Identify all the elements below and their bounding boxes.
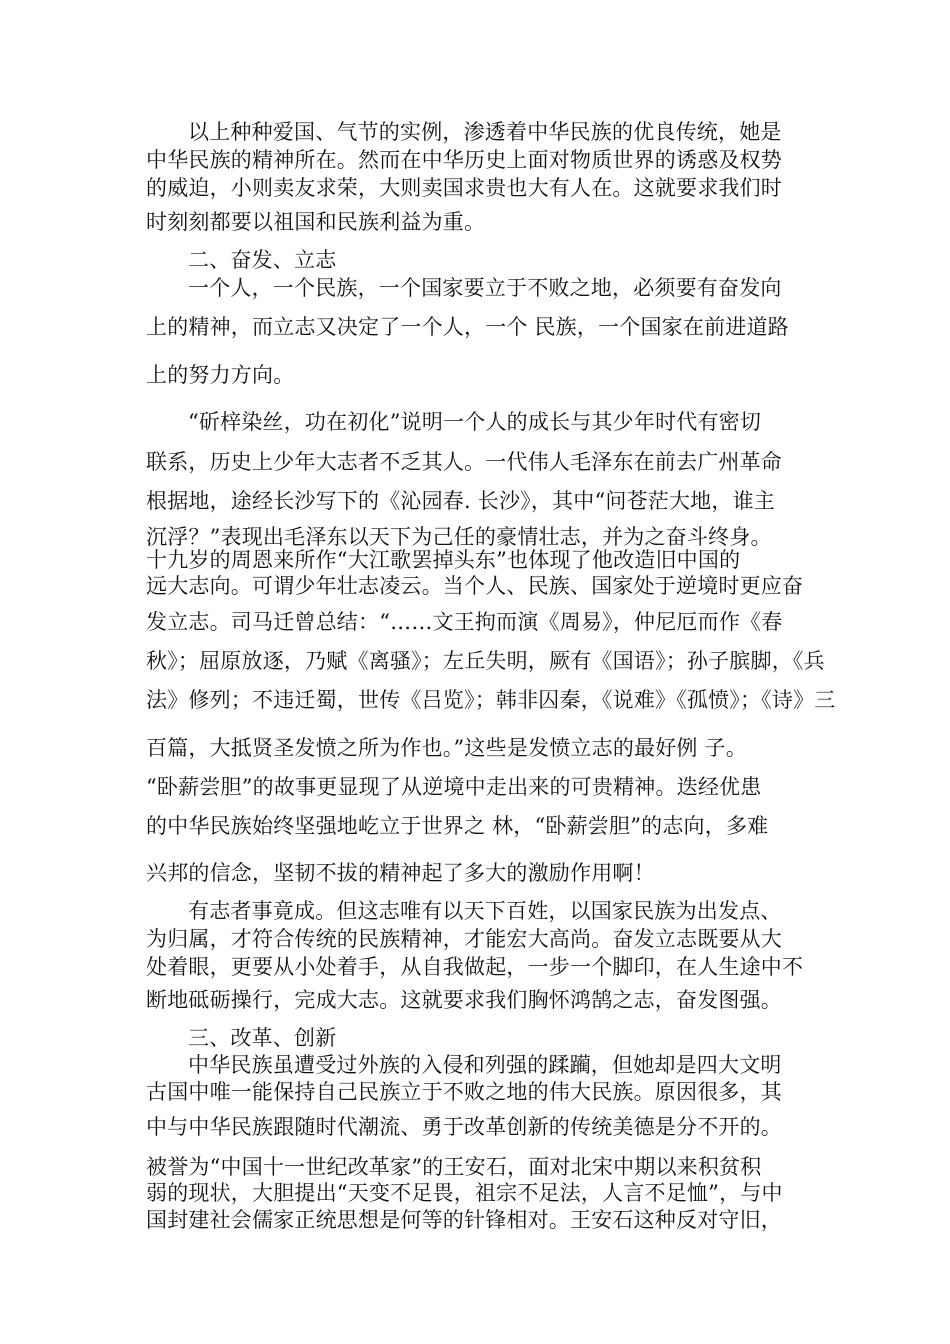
body-text-line: “卧薪尝胆”的故事更显现了从逆境中走出来的可贵精神。迭经优患 <box>146 775 762 799</box>
body-text-line: 古国中唯一能保持自己民族立于不败之地的伟大民族。原因很多，其 <box>146 1080 782 1104</box>
body-text-line: “斫梓染丝，功在初化”说明一个人的成长与其少年时代有密切 <box>188 410 762 434</box>
body-text-line: 十九岁的周恩来所作“大江歌罢掉头东”也体现了他改造旧中国的 <box>146 548 741 572</box>
body-text-line: 法》修列；不违迁蜀，世传《吕览》；韩非囚秦，《说难》《孤愤》；《诗》三 <box>146 688 836 712</box>
body-text-line: 上的努力方向。 <box>146 363 295 387</box>
body-text-line: 有志者事竟成。但这志唯有以天下百姓，以国家民族为出发点、 <box>188 899 782 923</box>
section-heading: 二、奋发、立志 <box>188 248 337 272</box>
body-text-line: 为归属，才符合传统的民族精神，才能宏大高尚。奋发立志既要从大 <box>146 927 782 951</box>
body-text-line: 中与中华民族跟随时代潮流、勇于改革创新的传统美德是分不开的。 <box>146 1115 782 1139</box>
body-text-line: 上的精神，而立志又决定了一个人，一个 民族，一个国家在前进道路 <box>146 315 789 339</box>
body-text-line: 发立志。司马迁曾总结：“……文王拘而演《周易》，仲尼厄而作《春 <box>146 610 783 634</box>
body-text-line: 兴邦的信念，坚韧不拔的精神起了多大的激励作用啊！ <box>146 861 655 885</box>
body-text-line: 远大志向。可谓少年壮志凌云。当个人、民族、国家处于逆境时更应奋 <box>146 574 804 598</box>
body-text-line: 处着眼，更要从小处着手，从自我做起，一步一个脚印，在人生途中不 <box>146 955 804 979</box>
body-text-line: 弱的现状，大胆提出“天变不足畏，祖宗不足法，人言不足恤”，与中 <box>146 1181 783 1205</box>
body-text-line: 国封建社会儒家正统思想是何等的针锋相对。王安石这种反对守旧， <box>146 1208 782 1232</box>
body-text-line: 时刻刻都要以祖国和民族利益为重。 <box>146 210 486 234</box>
body-text-line: 的中华民族始终坚强地屹立于世界之 林，“卧薪尝胆”的志向，多难 <box>146 814 769 838</box>
body-text-line: 中华民族的精神所在。然而在中华历史上面对物质世界的诱惑及权势 <box>146 148 782 172</box>
body-text-line: 一个人，一个民族，一个国家要立于不败之地，必须要有奋发向 <box>188 276 782 300</box>
body-text-line: 百篇，大抵贤圣发愤之所为作也。”这些是发愤立志的最好例 子。 <box>146 736 747 760</box>
body-text-line: 根据地，途经长沙写下的《沁园春. 长沙》，其中“问苍茫大地，谁主 <box>146 489 775 513</box>
body-text-line: 秋》；屈原放逐，乃赋《离骚》；左丘失明，厥有《国语》；孙子膑脚，《兵 <box>146 649 825 673</box>
body-text-line: 断地砥砺操行，完成大志。这就要求我们胸怀鸿鹄之志，奋发图强。 <box>146 988 782 1012</box>
body-text-line: 中华民族虽遭受过外族的入侵和列强的蹂躏，但她却是四大文明 <box>188 1053 782 1077</box>
section-heading: 三、改革、创新 <box>188 1026 337 1050</box>
body-text-line: 的威迫，小则卖友求荣，大则卖国求贵也大有人在。这就要求我们时 <box>146 176 782 200</box>
body-text-line: 沉浮？”表现出毛泽东以天下为己任的豪情壮志，并为之奋斗终身。 <box>146 525 772 549</box>
body-text-line: 以上种种爱国、气节的实例，渗透着中华民族的优良传统，她是 <box>188 120 782 144</box>
body-text-line: 被誉为“中国十一世纪改革家”的王安石，面对北宋中期以来积贫积 <box>146 1155 762 1179</box>
body-text-line: 联系，历史上少年大志者不乏其人。一代伟人毛泽东在前去广州革命 <box>146 450 782 474</box>
